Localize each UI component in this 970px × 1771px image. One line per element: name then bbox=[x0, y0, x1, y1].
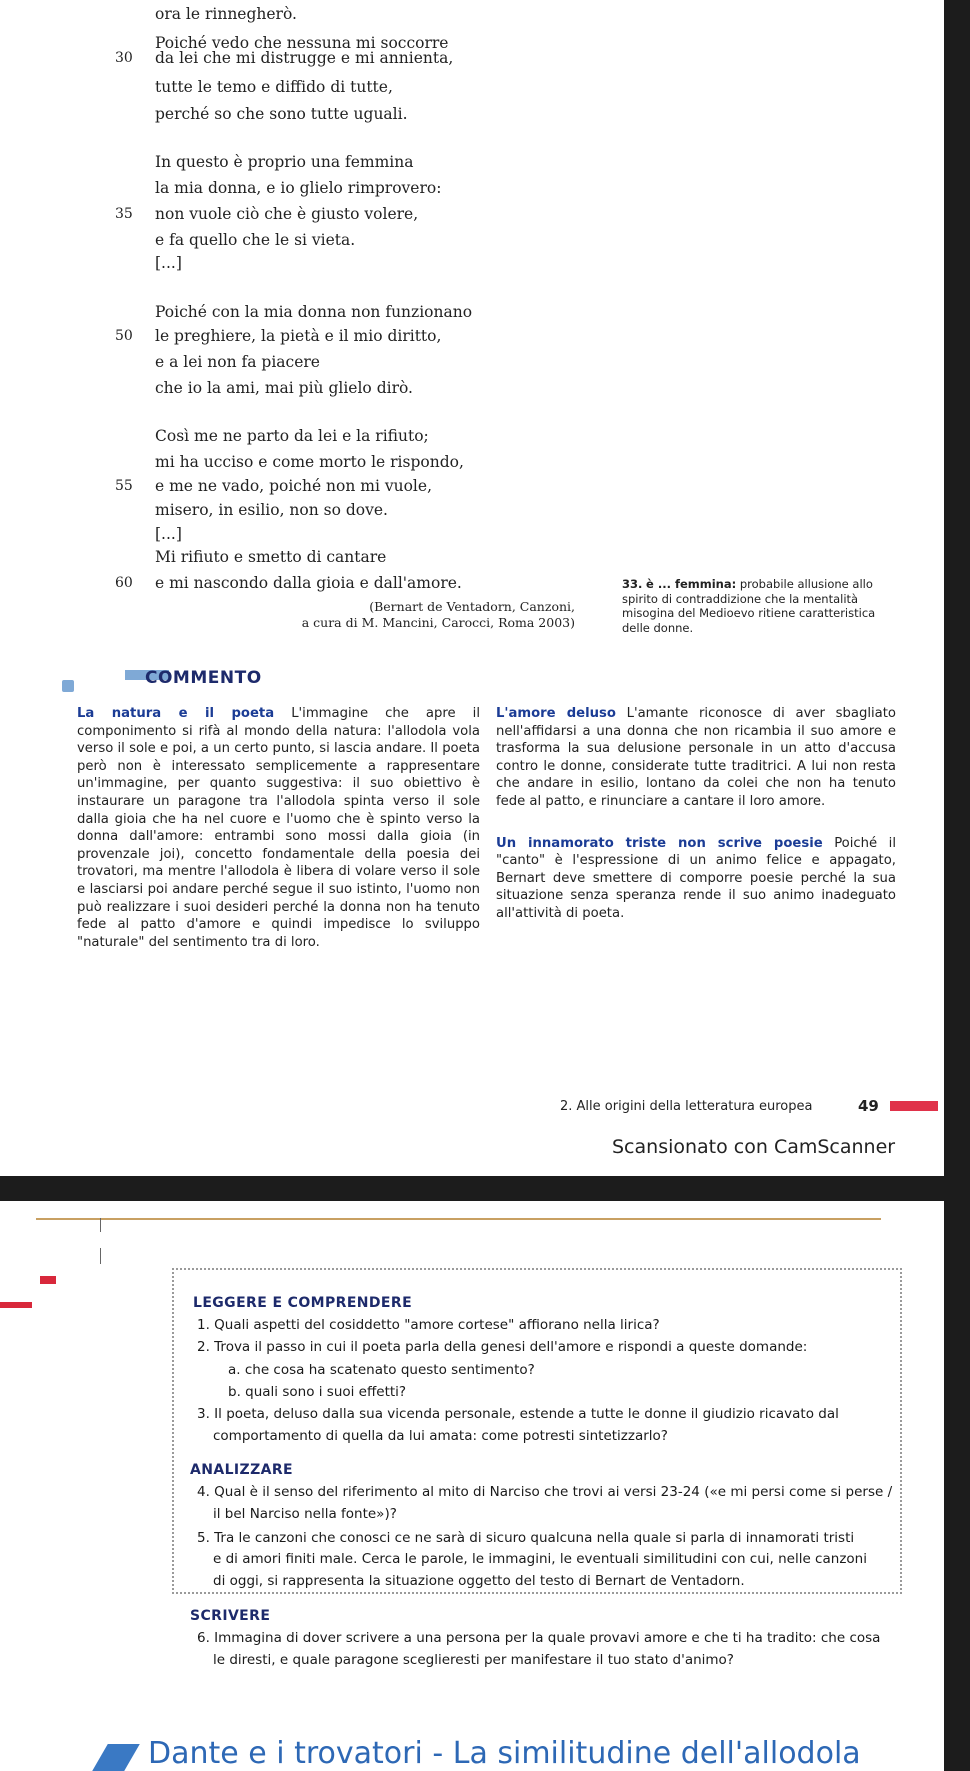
question-4-cont: il bel Narciso nella fonte»)? bbox=[213, 1506, 397, 1522]
question-5: 5. Tra le canzoni che conosci ce ne sarà di sicuro qualcuna nella quale si parla di innamorati tristi bbox=[197, 1530, 855, 1546]
margin-red-mark bbox=[40, 1276, 56, 1284]
margin-tick bbox=[100, 1218, 101, 1232]
section-text: L'amante riconosce di aver sbagliato nell'affidarsi a una donna che non ricambia il suo amore e trasforma la sua delusione personale in un atto d'accusa contro le donne, considerate tutte traditrici. A lui non resta che andare in esilio, lontano da colei che non ha tenuto fede al patto, e rinunciare a cantare il loro amore. bbox=[496, 706, 896, 809]
poem-line: mi ha ucciso e come morto le rispondo, bbox=[155, 453, 464, 471]
poem-line: le preghiere, la pietà e il mio diritto, bbox=[155, 327, 442, 345]
page-top-rule bbox=[36, 1218, 881, 1220]
poem-line: che io la ami, mai più glielo dirò. bbox=[155, 379, 413, 397]
page-number: 49 bbox=[858, 1097, 879, 1115]
poem-line: ora le rinnegherò. bbox=[155, 5, 297, 23]
footnote-33 bbox=[622, 577, 882, 635]
source-line: a cura di M. Mancini, Carocci, Roma 2003) bbox=[301, 615, 575, 630]
section-text: Poiché il "canto" è l'espressione di un animo felice e appagato, Bernart deve smettere di comporre poesie perché la sua situazione senza speranza rende il suo animo inadeguato all'attività di poeta. bbox=[496, 835, 896, 921]
question-6-cont: le diresti, e quale paragone sceglieresti per manifestare il tuo stato d'animo? bbox=[213, 1652, 734, 1668]
commento-column-left bbox=[77, 705, 480, 951]
question-6: 6. Immagina di dover scrivere a una persona per la quale provavi amore e che ti ha tradito: che cosa bbox=[197, 1630, 881, 1646]
leggere-heading: LEGGERE E COMPRENDERE bbox=[193, 1295, 413, 1311]
question-4: 4. Qual è il senso del riferimento al mito di Narciso che trovi ai versi 23-24 («e mi persi come si perse / bbox=[197, 1484, 893, 1500]
poem-line: misero, in esilio, non so dove. bbox=[155, 501, 388, 519]
question-5-cont: e di amori finiti male. Cerca le parole, le immagini, le eventuali similitudini con cui, nelle canzoni bbox=[213, 1551, 867, 1567]
question-5-cont: di oggi, si rappresenta la situazione oggetto del testo di Bernart de Ventadorn. bbox=[213, 1573, 745, 1589]
poem-line: e mi nascondo dalla gioia e dall'amore. bbox=[155, 574, 462, 592]
question-1: 1. Quali aspetti del cosiddetto "amore cortese" affiorano nella lirica? bbox=[197, 1317, 660, 1333]
line-number: 35 bbox=[115, 206, 133, 222]
line-number: 50 bbox=[115, 328, 133, 344]
poem-line: e me ne vado, poiché non mi vuole, bbox=[155, 477, 432, 495]
poem-line: e fa quello che le si vieta. bbox=[155, 231, 356, 249]
book-icon bbox=[62, 680, 74, 692]
poem-line: e a lei non fa piacere bbox=[155, 353, 320, 371]
poem-line: tutte le temo e diffido di tutte, bbox=[155, 78, 393, 96]
section-heading: Un innamorato triste non scrive poesie bbox=[496, 835, 823, 851]
margin-red-mark bbox=[0, 1302, 32, 1308]
commento-column-right bbox=[496, 705, 896, 923]
source-line: (Bernart de Ventadorn, Canzoni, bbox=[369, 599, 575, 614]
section-heading: La natura e il poeta bbox=[77, 706, 275, 721]
note-text: probabile allusione allo spirito di contraddizione che la mentalità misogina del Medioevo ritiene caratteristica delle donne. bbox=[622, 577, 876, 635]
question-2: 2. Trova il passo in cui il poeta parla della genesi dell'amore e rispondi a queste domande: bbox=[197, 1339, 808, 1355]
poem-line: non vuole ciò che è giusto volere, bbox=[155, 205, 419, 223]
line-number: 30 bbox=[115, 50, 133, 66]
poem-line: [...] bbox=[155, 525, 182, 543]
scrivere-heading: SCRIVERE bbox=[190, 1608, 271, 1624]
line-number: 60 bbox=[115, 575, 133, 591]
question-2b: b. quali sono i suoi effetti? bbox=[228, 1384, 407, 1400]
poem-source bbox=[290, 599, 575, 631]
margin-tick bbox=[100, 1248, 101, 1264]
poem-line: Poiché vedo che nessuna mi soccorre bbox=[155, 34, 449, 52]
commento-title: COMMENTO bbox=[145, 668, 262, 688]
section-text: L'immagine che apre il componimento si rifà al mondo della natura: l'allodola vola verso il sole e poi, a un certo punto, si lascia andare. Il poeta però non è interessato semplicemente a rappresentare un'immagine, per quanto suggestiva: il suo obiettivo è instaurare un paragone tra l'allodola spinta verso il sole dalla gioia che ha nel cuore e l'uomo che è spinto verso la donna dall'amore: entrambi sono mossi dalla gioia (in provenzale joi), concetto fondamentale della poesia dei trovatori, ma mentre l'allodola è libera di volare verso il sole e lasciarsi poi andare perché segue il suo istinto, l'uomo non può realizzare i suoi desideri perché la donna non ha tenuto fede al patto d'amore e quindi impedisce lo sviluppo "naturale" del sentimento tra di loro. bbox=[77, 706, 480, 950]
poem-line: perché so che sono tutte uguali. bbox=[155, 105, 408, 123]
question-2a: a. che cosa ha scatenato questo sentimento? bbox=[228, 1362, 535, 1378]
section-heading: L'amore deluso bbox=[496, 706, 616, 721]
question-3: 3. Il poeta, deluso dalla sua vicenda personale, estende a tutte le donne il giudizio ricavato dal bbox=[197, 1406, 839, 1422]
scanner-watermark: Scansionato con CamScanner bbox=[612, 1136, 896, 1158]
note-number: 33. bbox=[622, 577, 643, 591]
line-number: 55 bbox=[115, 478, 133, 494]
footer-decoration bbox=[890, 1101, 938, 1111]
chapter-title: 2. Alle origini della letteratura europea bbox=[560, 1099, 813, 1114]
next-section-title: Dante e i trovatori - La similitudine dell'allodola bbox=[148, 1736, 861, 1771]
analizzare-heading: ANALIZZARE bbox=[190, 1462, 293, 1478]
poem-line: Così me ne parto da lei e la rifiuto; bbox=[155, 427, 429, 445]
poem-line: In questo è proprio una femmina bbox=[155, 153, 414, 171]
poem-line: da lei che mi distrugge e mi annienta, bbox=[155, 49, 454, 67]
question-3-cont: comportamento di quella da lui amata: come potresti sintetizzarlo? bbox=[213, 1428, 668, 1444]
poem-line: Mi rifiuto e smetto di cantare bbox=[155, 548, 387, 566]
poem-line: [...] bbox=[155, 254, 182, 272]
note-lemma: è ... femmina: bbox=[646, 577, 737, 591]
poem-line: la mia donna, e io glielo rimprovero: bbox=[155, 179, 442, 197]
poem-line: Poiché con la mia donna non funzionano bbox=[155, 303, 473, 321]
